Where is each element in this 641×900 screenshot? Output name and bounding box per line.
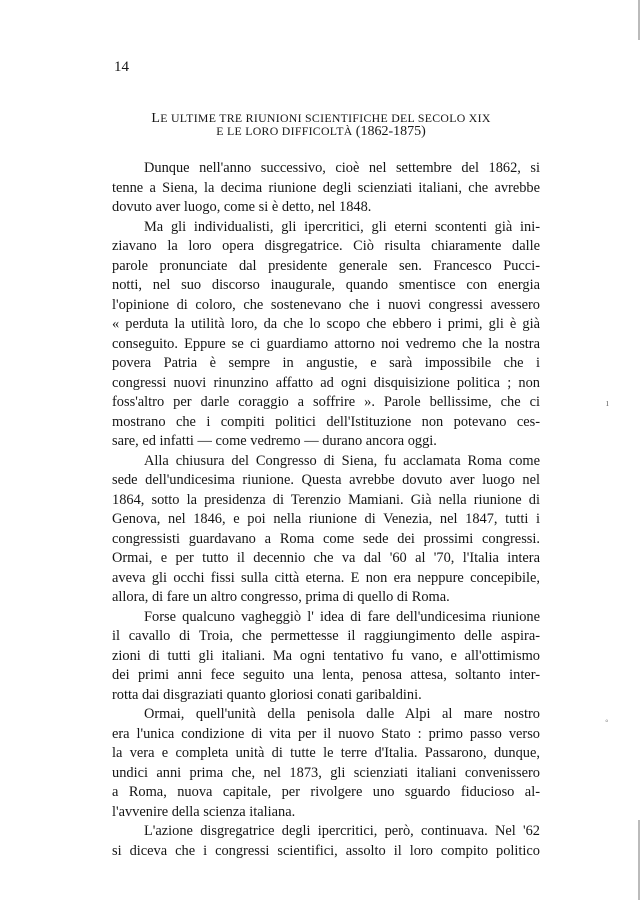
text-line: Alla chiusura del Congresso di Siena, fu acclamata Roma come xyxy=(144,452,540,469)
text-line: sede dell'undicesima riunione. Questa avrebbe dovuto aver luogo nel xyxy=(112,472,540,488)
text-line: Dunque nell'anno successivo, cioè nel settembre del 1862, si xyxy=(144,160,540,176)
chapter-heading-line-2 xyxy=(108,124,534,140)
text-line: L'azione disgregatrice degli ipercritici, però, continuava. Nel '62 xyxy=(144,823,540,839)
text-line: mostrano che i compiti politici dell'Istituzione non potevano ces- xyxy=(112,413,540,430)
text-line: ziavano la loro opera disgregatrice. Ciò risulta chiaramente dalle xyxy=(112,238,540,254)
text-line: Ormai, e per tutto il decennio che va dal '60 al '70, l'Italia intera xyxy=(112,550,540,566)
heading-subtitle: E LE LORO DIFFICOLTÀ xyxy=(216,124,353,138)
text-line: Forse qualcuno vagheggiò l' idea di fare dell'undicesima riunione xyxy=(144,608,540,625)
text-line: tenne a Siena, la decima riunione degli scienziati italiani, che avrebbe xyxy=(112,179,540,196)
text-line: rotta dai disgraziati quanto gloriosi conati garibaldini. xyxy=(112,686,422,703)
body-text xyxy=(112,159,540,861)
page-number: 14 xyxy=(114,59,129,75)
text-line: 1864, sotto la presidenza di Terenzio Mamiani. Già nella riunione di xyxy=(112,491,540,508)
text-line: la vera e completa unità di tutte le terre d'Italia. Passarono, dunque, xyxy=(112,745,540,761)
heading-years: (1862-1875) xyxy=(355,124,426,139)
text-line: il cavallo di Troia, che permettesse il raggiungimento delle aspira- xyxy=(112,628,540,644)
heading-initial: L xyxy=(151,111,161,126)
text-line: Ormai, quell'unità della penisola dalle Alpi al mare nostro xyxy=(144,706,540,722)
text-line: si diceva che i congressi scientifici, assolto il loro compito politico xyxy=(112,842,540,859)
text-line: aveva gli occhi fissi sulla città eterna. E non era neppure concepibile, xyxy=(112,569,540,586)
text-line: l'avvenire della scienza italiana. xyxy=(112,803,296,820)
text-line: conseguito. Eppure se ci guardiamo attorno noi vedremo che la nostra xyxy=(112,335,540,352)
page-edge xyxy=(638,820,640,900)
text-line: era l'unica condizione di vita per il nuovo Stato : primo passo verso xyxy=(112,725,540,742)
text-line: undici anni prima che, nel 1873, gli scienziati italiani convenissero xyxy=(112,764,540,781)
text-line: a Roma, nuova capitale, per rivolgere uno sguardo fiducioso al- xyxy=(112,784,540,800)
text-line: zioni di tutti gli italiani. Ma ogni tentativo fu vano, e all'ottimismo xyxy=(112,647,540,664)
text-line: Ma gli individualisti, gli ipercritici, gli eterni scontenti già ini- xyxy=(144,218,540,235)
text-line: allora, di fare un altro congresso, prima di quello di Roma. xyxy=(112,589,450,605)
text-line: congressisti guardavano a Roma come sede dei prossimi congressi. xyxy=(112,530,540,547)
text-line: l'opinione di coloro, che sostenevano che i nuovi congressi avessero xyxy=(112,296,540,313)
text-line: povera Patria è sempre in angustie, e sarà impossibile che i xyxy=(112,355,540,371)
heading-rest: E ULTIME TRE RIUNIONI SCIENTIFICHE DEL SECOLO XIX xyxy=(160,111,491,125)
text-line: sare, ed infatti — come vedremo — durano ancora oggi. xyxy=(112,433,437,449)
text-line: dovuto aver luogo, come si è detto, nel 1848. xyxy=(112,199,372,215)
text-line: foss'altro per darle coraggio a soffrire ». Parole bellissime, che ci xyxy=(112,394,540,410)
text-line: dei primi anni fece seguito una lenta, penosa attesa, soltanto inter- xyxy=(112,667,540,683)
text-line: Genova, nel 1846, e poi nella riunione di Venezia, nel 1847, tutti i xyxy=(112,511,540,527)
text-line: notti, nel suo discorso inaugurale, quando smentisce con energia xyxy=(112,277,540,293)
page-edge xyxy=(638,0,640,40)
text-line: « perduta la utilità loro, da che lo scopo che ebbero i primi, gli è già xyxy=(112,316,540,332)
scan-mark: ı xyxy=(606,398,609,409)
text-line: parole pronunciate dal presidente generale sen. Francesco Pucci- xyxy=(112,257,540,274)
scan-mark: ◦ xyxy=(605,716,609,727)
text-line: congressi nuovi rinunzino affatto ad ogni disquisizione politica ; non xyxy=(112,374,540,391)
